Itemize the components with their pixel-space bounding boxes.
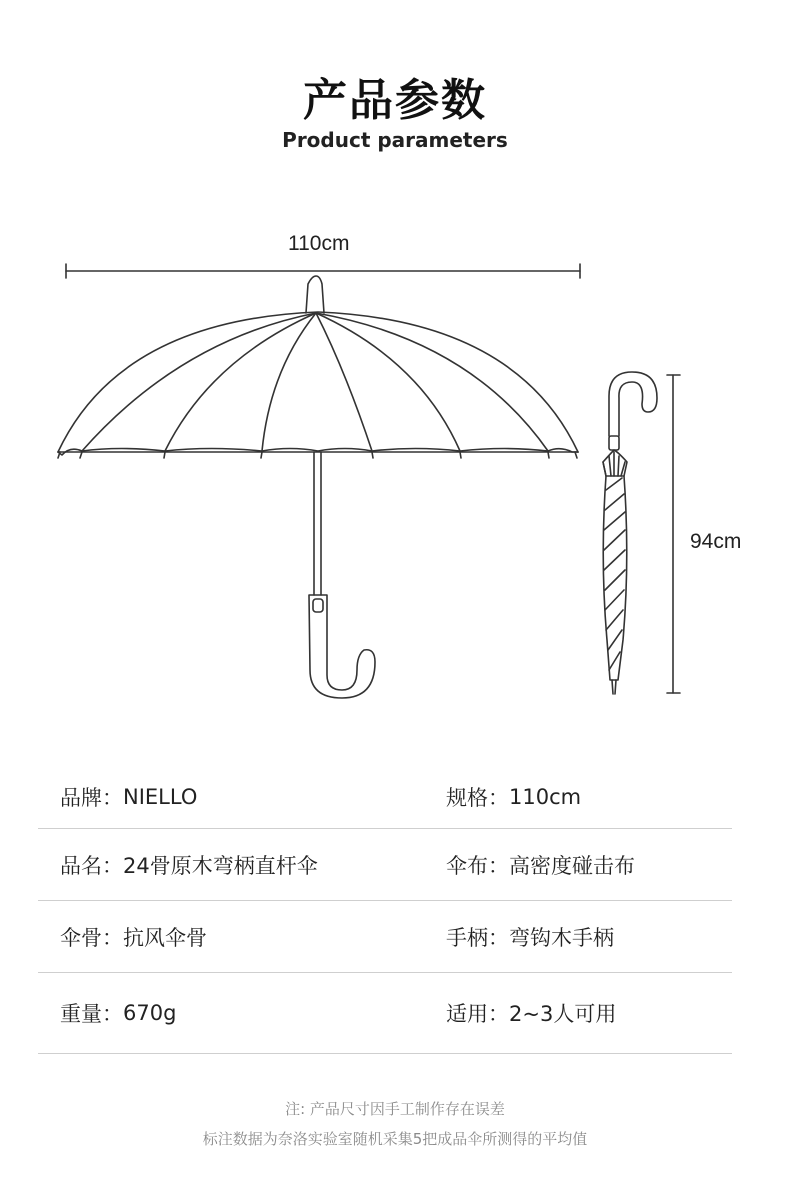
spec-product-name: 品名： 24骨原木弯柄直杆伞 (60, 853, 318, 878)
height-dimension-label: 94cm (690, 530, 742, 553)
spec-size: 规格： 110cm (446, 785, 582, 810)
spec-row-4 (38, 973, 732, 1054)
spec-handle: 手柄： 弯钩木手柄 (446, 925, 614, 950)
spec-brand: 品牌： NIELLO (60, 785, 198, 810)
page-title: 产品参数 (303, 75, 487, 126)
note-line-1: 注: 产品尺寸因手工制作存在误差 (285, 1100, 505, 1118)
spec-row-2 (38, 829, 732, 901)
spec-weight: 重量： 670g (60, 1001, 177, 1026)
closed-umbrella-icon (603, 372, 657, 694)
spec-fabric: 伞布： 高密度碰击布 (446, 853, 635, 878)
note-line-2: 标注数据为奈洛实验室随机采集5把成品伞所测得的平均值 (202, 1130, 588, 1148)
width-dimension-label: 110cm (288, 232, 350, 255)
open-umbrella-icon (58, 276, 578, 698)
spec-row-3 (38, 901, 732, 973)
page-subtitle: Product parameters (282, 128, 508, 152)
spec-capacity: 适用： 2~3人可用 (446, 1002, 617, 1026)
spec-row-1 (38, 766, 732, 829)
spec-ribs: 伞骨： 抗风伞骨 (60, 925, 207, 950)
